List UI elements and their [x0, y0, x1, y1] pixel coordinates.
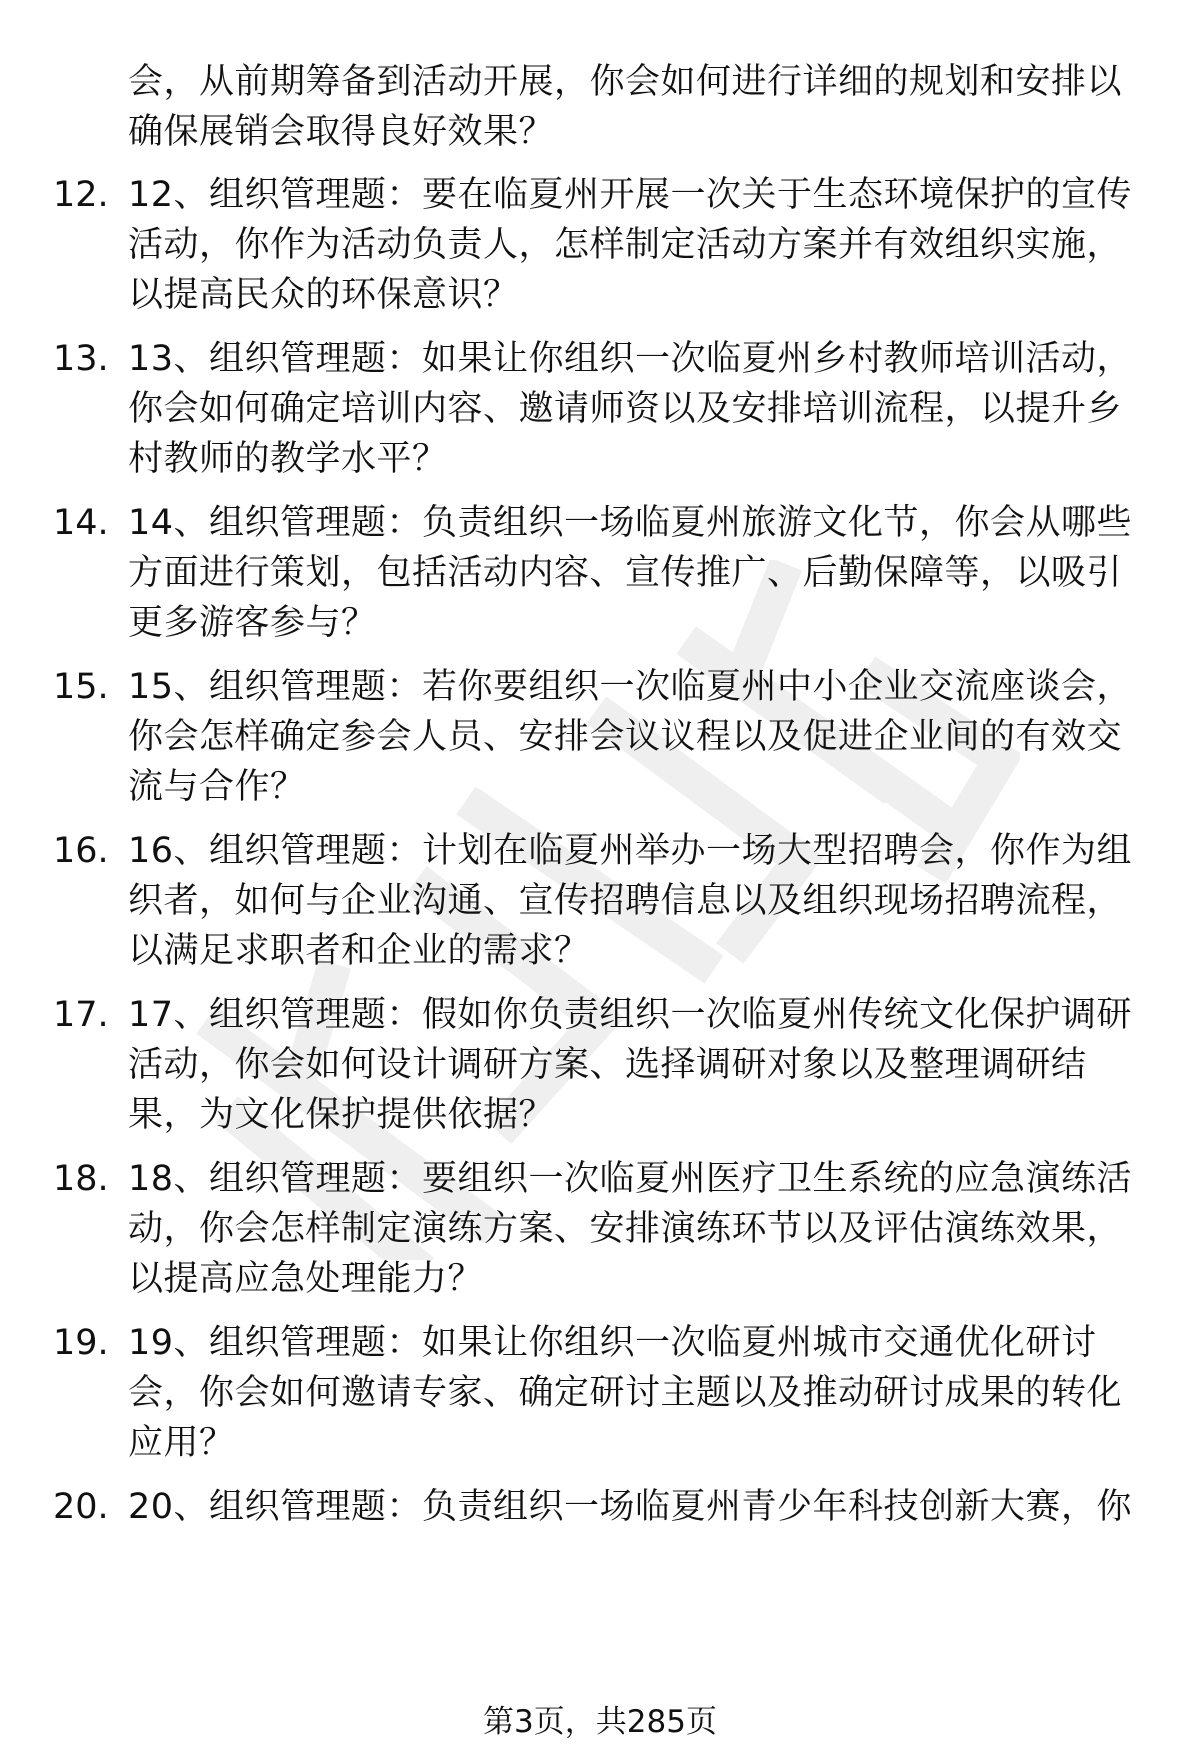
text-line: 以提高应急处理能力？: [128, 1259, 484, 1299]
text-line: 你会如何确定培训内容、邀请师资以及安排培训流程，以提升乡: [128, 389, 1123, 429]
text-line: 应用？: [128, 1423, 235, 1463]
item-number: 20.: [53, 1487, 109, 1527]
item-text: [128, 662, 1142, 812]
text-line: 织者，如何与企业沟通、宣传招聘信息以及组织现场招聘流程，: [128, 881, 1123, 921]
text-line: 20、组织管理题：负责组织一场临夏州青少年科技创新大赛，你: [128, 1487, 1133, 1527]
text-line: 你会怎样确定参会人员、安排会议议程以及促进企业间的有效交: [128, 717, 1123, 757]
item-number: 14.: [53, 503, 109, 543]
item-text: [128, 498, 1142, 648]
text-line: 果，为文化保护提供依据？: [128, 1095, 555, 1135]
text-line: 动，你会怎样制定演练方案、安排演练环节以及评估演练效果，: [128, 1209, 1123, 1249]
text-line: 18、组织管理题：要组织一次临夏州医疗卫生系统的应急演练活: [128, 1159, 1133, 1199]
text-line: 流与合作？: [128, 767, 306, 807]
text-line: 19、组织管理题：如果让你组织一次临夏州城市交通优化研讨: [128, 1323, 1097, 1363]
text-line: 村教师的教学水平？: [128, 439, 448, 479]
item-text: [128, 826, 1142, 976]
continuation-text: [128, 57, 1142, 157]
text-line: 活动，你作为活动负责人，怎样制定活动方案并有效组织实施，: [128, 225, 1123, 265]
text-line: 14、组织管理题：负责组织一场临夏州旅游文化节，你会从哪些: [128, 503, 1133, 543]
item-number: 15.: [53, 667, 109, 707]
item-number: 16.: [53, 831, 109, 871]
text-line: 17、组织管理题：假如你负责组织一次临夏州传统文化保护调研: [128, 995, 1133, 1035]
text-line: 确保展销会取得良好效果？: [128, 112, 555, 152]
item-number: 17.: [53, 995, 109, 1035]
item-text: [128, 170, 1142, 320]
item-text: [128, 1318, 1142, 1468]
text-line: 更多游客参与？: [128, 603, 377, 643]
text-line: 会，从前期筹备到活动开展，你会如何进行详细的规划和安排以: [128, 62, 1123, 102]
text-line: 会，你会如何邀请专家、确定研讨主题以及推动研讨成果的转化: [128, 1373, 1123, 1413]
text-line: 方面进行策划，包括活动内容、宣传推广、后勤保障等，以吸引: [128, 553, 1123, 593]
item-text: [128, 1482, 1142, 1532]
text-line: 12、组织管理题：要在临夏州开展一次关于生态环境保护的宣传: [128, 175, 1133, 215]
text-line: 15、组织管理题：若你要组织一次临夏州中小企业交流座谈会，: [128, 667, 1133, 707]
item-text: [128, 334, 1142, 484]
text-line: 以提高民众的环保意识？: [128, 275, 519, 315]
text-line: 以满足求职者和企业的需求？: [128, 931, 590, 971]
item-number: 19.: [53, 1323, 109, 1363]
item-number: 13.: [53, 339, 109, 379]
item-number: 18.: [53, 1159, 109, 1199]
item-text: [128, 990, 1142, 1140]
page-number: 第3页，共285页: [483, 1704, 717, 1740]
text-line: 16、组织管理题：计划在临夏州举办一场大型招聘会，你作为组: [128, 831, 1133, 871]
text-line: 13、组织管理题：如果让你组织一次临夏州乡村教师培训活动，: [128, 339, 1133, 379]
item-number: 12.: [53, 175, 109, 215]
text-line: 活动，你会如何设计调研方案、选择调研对象以及整理调研结: [128, 1045, 1087, 1085]
item-text: [128, 1154, 1142, 1304]
